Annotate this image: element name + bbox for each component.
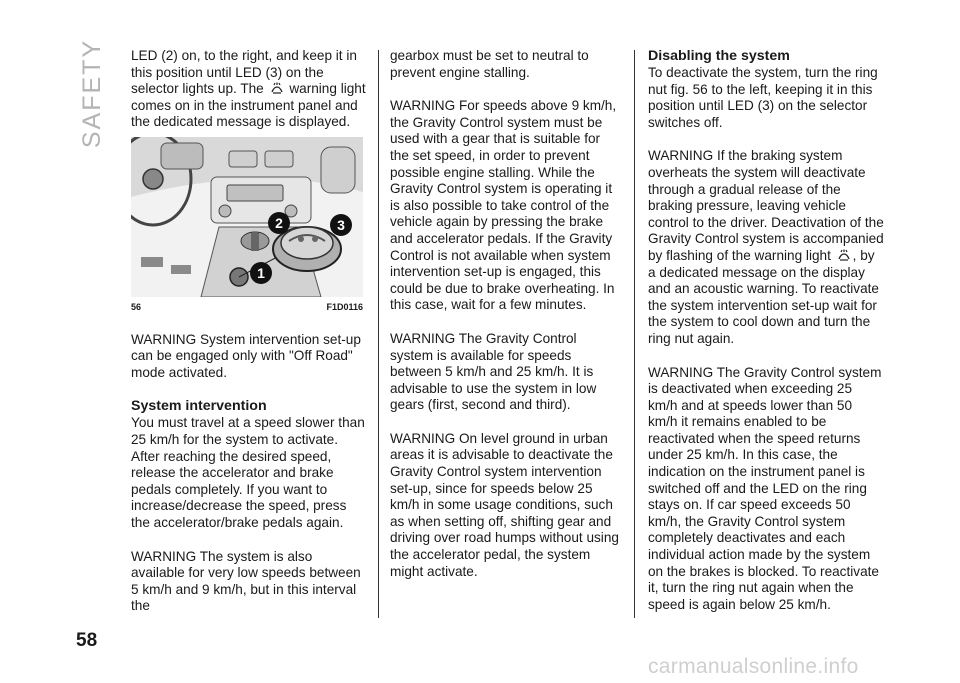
warning-offroad: WARNING System intervention set-up can be engaged only with "Off Road" mode activated.	[131, 331, 361, 380]
watermark: carmanualsonline.info	[648, 655, 859, 678]
callout-1: 1	[257, 264, 265, 281]
callout-3: 3	[337, 216, 345, 233]
page-number: 58	[76, 630, 98, 651]
column-2	[390, 48, 622, 597]
intro-paragraph	[131, 48, 368, 131]
section-tab-label: SAFETY	[78, 38, 107, 148]
intervention-text: You must travel at a speed slower than 25 km/h for the system to activate. After reaching the desired speed, release the accelerator and brake pedals completely. If you want to increase/decrease the speed, press the accelerator/brake pedals again.	[131, 415, 365, 530]
figure-code: F1D0116	[326, 301, 363, 312]
warning-braking-overheat	[648, 148, 884, 347]
dashboard-illustration	[131, 137, 363, 297]
gravity-control-warning-icon	[837, 248, 851, 262]
heading-system-intervention: System intervention	[131, 398, 267, 415]
warning-level-ground: WARNING On level ground in urban areas it is advisable to deactivate the Gravity Control system intervention set-up, since for speeds below 25 km/h in some usage conditions, such as when setting off, shifting gear and driving over road humps without using the accelerator pedal, the system might activate.	[390, 430, 619, 579]
callout-2: 2	[275, 214, 283, 231]
warning-deactivated: WARNING The Gravity Control system is deactivated when exceeding 25 km/h and at speeds lower than 50 km/h it remains enabled to be reactivated when the speed returns under 25 km/h. In this case, the indication on the instrument panel is switched off and the LED on the ring stays on. If car speed exceeds 50 km/h, the Gravity Control system completely deactivates and each individual action made by the system on the brakes is blocked. To reactivate it, turn the ring nut again when the speed is again below 25 km/h.	[648, 364, 882, 612]
column-3	[648, 48, 884, 630]
continuation-text: gearbox must be set to neutral to prevent engine stalling.	[390, 48, 589, 80]
warning-above-9kmh: WARNING For speeds above 9 km/h, the Gravity Control system must be used with a gear that is suitable for the set speed, in order to prevent possible engine stalling. While the Gravity Control system is operating it is also possible to take control of the vehicle again by pressing the brake and accelerator pedals. If the Gravity Control is not available when system intervention set-up is engaged, this could be due to brake overheating. In this case, wait for a few minutes.	[390, 98, 617, 313]
column-1	[131, 48, 368, 632]
intro-text-1: LED (2) on, to the right, and keep it in this position until LED (3) on the selector lights up. The	[131, 48, 357, 97]
figure-56	[131, 137, 363, 297]
warning-braking-text-2: , by a dedicated message on the display and an acoustic warning. To reactivate the system intervention set-up wait for the system to cool down and turn the ring nut again.	[648, 247, 879, 346]
warning-low-speeds: WARNING The system is also available for very low speeds between 5 km/h and 9 km/h, but in this interval the	[131, 548, 361, 614]
disabling-text: To deactivate the system, turn the ring nut fig. 56 to the left, keeping it in this position until LED (3) on the selector switches off.	[648, 65, 878, 130]
gravity-control-warning-icon	[270, 81, 284, 95]
figure-caption	[131, 299, 363, 316]
section-tab	[78, 38, 108, 148]
column-divider-2	[634, 50, 635, 618]
intro-text-2: warning light comes on in the instrument panel and the dedicated message is displayed.	[131, 81, 366, 130]
figure-number: 56	[131, 301, 142, 312]
warning-braking-text-1: WARNING If the braking system overheats the system will deactivate through a gradual release of the braking pressure, leaving vehicle control to the driver. Deactivation of the Gravity Control system is accompanied by flashing of the warning light	[648, 148, 884, 263]
column-divider-1	[378, 50, 379, 618]
warning-5-25kmh: WARNING The Gravity Control system is available for speeds between 5 km/h and 25 km/h. It is advisable to use the system in low gears (first, second and third).	[390, 330, 597, 413]
heading-disabling-system: Disabling the system	[648, 48, 790, 64]
